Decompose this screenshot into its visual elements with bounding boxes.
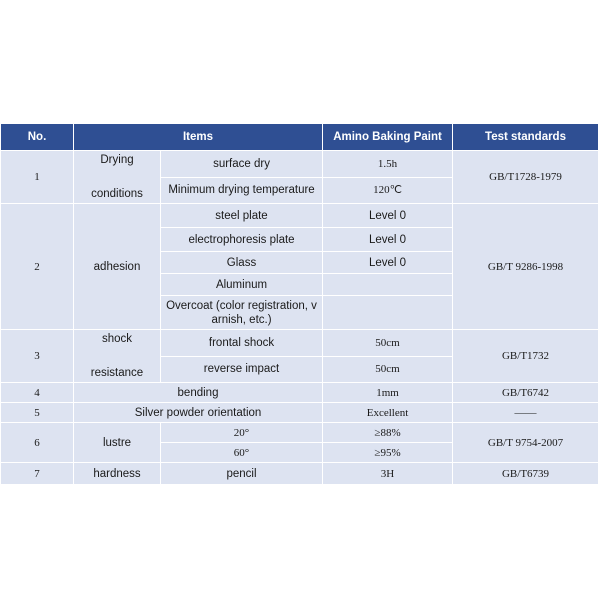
row-number: 4: [1, 383, 74, 403]
row-category: hardness: [74, 463, 161, 485]
category-line-2: resistance: [90, 367, 144, 379]
table-row: [1, 383, 599, 403]
header-no: No.: [1, 124, 74, 151]
table-row: [1, 330, 599, 357]
test-standard: GB/T1732: [453, 330, 599, 383]
sub-item: pencil: [161, 463, 323, 485]
category-line-1: shock: [101, 333, 133, 345]
paint-value: ≥95%: [323, 443, 453, 463]
test-standard: GB/T 9286-1998: [453, 204, 599, 330]
table-row: [1, 403, 599, 423]
test-standard: GB/T6742: [453, 383, 599, 403]
paint-value: 1mm: [323, 383, 453, 403]
paint-value: 120℃: [323, 177, 453, 204]
paint-value: 3H: [323, 463, 453, 485]
row-item: bending: [74, 383, 323, 403]
sub-item: surface dry: [161, 151, 323, 178]
sub-item: 60°: [161, 443, 323, 463]
header-paint: Amino Baking Paint: [323, 124, 453, 151]
table-row: [1, 151, 599, 178]
table-row: [1, 423, 599, 443]
row-category: [74, 151, 161, 204]
header-row: [1, 124, 599, 151]
row-number: 3: [1, 330, 74, 383]
category-line-1: Drying: [100, 154, 134, 166]
paint-value: Excellent: [323, 403, 453, 423]
sub-item: 20°: [161, 423, 323, 443]
row-item: Silver powder orientation: [74, 403, 323, 423]
header-standards: Test standards: [453, 124, 599, 151]
row-category: lustre: [74, 423, 161, 463]
paint-value: 50cm: [323, 330, 453, 357]
test-standard: GB/T1728-1979: [453, 151, 599, 204]
paint-value-empty: [323, 274, 453, 296]
row-number: 1: [1, 151, 74, 204]
row-category: adhesion: [74, 204, 161, 330]
sub-item: frontal shock: [161, 330, 323, 357]
row-number: 5: [1, 403, 74, 423]
sub-item: steel plate: [161, 204, 323, 228]
paint-value: 1.5h: [323, 151, 453, 178]
sub-item: reverse impact: [161, 356, 323, 383]
test-standard: GB/T 9754-2007: [453, 423, 599, 463]
paint-value: ≥88%: [323, 423, 453, 443]
paint-value: Level 0: [323, 228, 453, 252]
sub-item: Glass: [161, 252, 323, 274]
table-row: [1, 463, 599, 485]
paint-value: Level 0: [323, 252, 453, 274]
header-items: Items: [74, 124, 323, 151]
row-number: 7: [1, 463, 74, 485]
paint-value-empty: [323, 296, 453, 330]
row-number: 2: [1, 204, 74, 330]
test-standard: ——: [453, 403, 599, 423]
paint-value: 50cm: [323, 356, 453, 383]
sub-item: Aluminum: [161, 274, 323, 296]
row-number: 6: [1, 423, 74, 463]
table-row: [1, 204, 599, 228]
sub-item: Minimum drying temperature: [161, 177, 323, 204]
sub-item: Overcoat (color registration, v arnish, etc.): [161, 296, 323, 330]
test-standard: GB/T6739: [453, 463, 599, 485]
sub-item: electrophoresis plate: [161, 228, 323, 252]
row-category: [74, 330, 161, 383]
specification-table: [0, 123, 599, 485]
paint-value: Level 0: [323, 204, 453, 228]
category-line-2: conditions: [91, 188, 143, 200]
